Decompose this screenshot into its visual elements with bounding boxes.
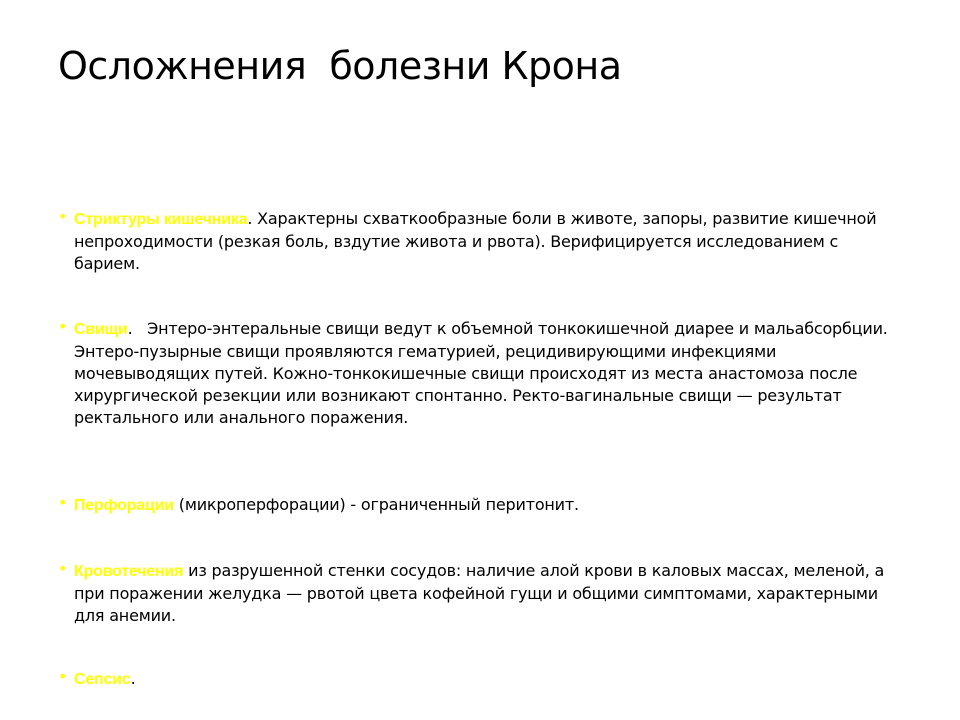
- slide-title: Осложнения болезни Крона: [58, 44, 622, 88]
- bullet-icon: •: [58, 559, 68, 578]
- term-description: .: [130, 669, 136, 688]
- term-description: . Энтеро-энтеральные свищи ведут к объемной тонкокишечной диарее и мальабсорбции. Энтеро-пузырные свищи проявляются гематурией, рецидивирующими инфекциями мочевыводящих путей. Кожно-тонкокишечные свищи происходят из места анастомоза после хирургической резекции или возникают спонтанно. Ректо-вагинальные свищи — результат ректального или анального поражения.: [74, 319, 893, 427]
- term-highlight: Перфорации: [74, 497, 174, 514]
- bullet-text: [74, 560, 906, 627]
- term-highlight: Стриктуры кишечника: [74, 211, 248, 228]
- bullet-text: [74, 668, 906, 691]
- bullet-icon: •: [58, 207, 68, 226]
- bullet-text: [74, 318, 906, 429]
- term-highlight: Кровотечения: [74, 563, 184, 580]
- term-highlight: Сепсис: [74, 671, 131, 688]
- bullet-text: [74, 494, 906, 517]
- bullet-icon: •: [58, 317, 68, 336]
- term-description: . Характерны схваткообразные боли в животе, запоры, развитие кишечной непроходимости (резкая боль, вздутие живота и рвота). Верифицируется исследованием с барием.: [74, 209, 877, 273]
- term-description: (микроперфорации) - ограниченный перитонит.: [173, 495, 579, 514]
- bullet-icon: •: [58, 493, 68, 512]
- bullet-icon: •: [58, 667, 68, 686]
- bullet-text: [74, 208, 906, 275]
- term-description: из разрушенной стенки сосудов: наличие алой крови в каловых массах, меленой, а при поражении желудка — рвотой цвета кофейной гущи и общими симптомами, характерными для анемии.: [74, 561, 885, 625]
- term-highlight: Свищи: [74, 321, 128, 338]
